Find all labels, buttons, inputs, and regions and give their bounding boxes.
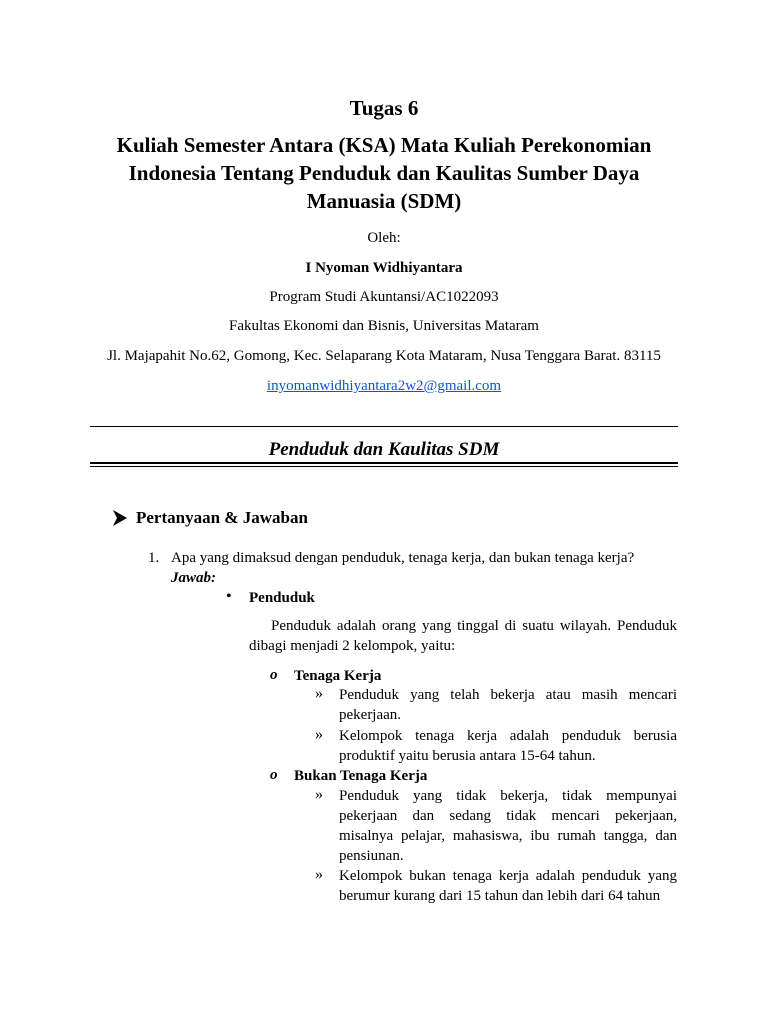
list-item: Penduduk yang telah bekerja atau masih mencari pekerjaan. [339, 687, 677, 723]
item-marker-icon: » [315, 726, 323, 743]
bullet-dot-icon: • [226, 588, 232, 605]
by-label: Oleh: [367, 230, 401, 246]
address: Jl. Majapahit No.62, Gomong, Kec. Selaparang Kota Mataram, Nusa Tenggara Barat. 83115 [107, 348, 661, 364]
divider-top [90, 426, 678, 427]
item-marker-icon: » [315, 685, 323, 702]
arrowhead-bullet-icon [110, 506, 132, 530]
topic-paragraph-text: Penduduk adalah orang yang tinggal di suatu wilayah. Penduduk dibagi menjadi 2 kelompok, yaitu: [249, 618, 677, 654]
sub-bullet-icon: o [270, 767, 278, 783]
list-item: Kelompok bukan tenaga kerja adalah penduduk yang berumur kurang dari 15 tahun dan lebih dari 64 tahun [339, 868, 677, 904]
item-marker-icon: » [315, 866, 323, 883]
divider-bottom-thin [90, 466, 678, 467]
document-title: Tugas 6 [349, 96, 419, 120]
list-item: Penduduk yang tidak bekerja, tidak mempunyai pekerjaan dan sedang tidak mencari pekerjaan, misalnya pelajar, mahasiswa, ibu rumah tangga, dan pensiunan. [339, 788, 677, 864]
question-text: Apa yang dimaksud dengan penduduk, tenaga kerja, dan bukan tenaga kerja? [171, 550, 635, 566]
section-title: Penduduk dan Kaulitas SDM [268, 439, 500, 460]
group-label-tenaga-kerja: Tenaga Kerja [294, 668, 382, 684]
item-marker-icon: » [315, 786, 323, 803]
topic-heading: Penduduk [249, 590, 315, 606]
faculty: Fakultas Ekonomi dan Bisnis, Universitas Mataram [229, 318, 539, 334]
sub-bullet-icon: o [270, 667, 278, 683]
study-program: Program Studi Akuntansi/AC1022093 [269, 289, 499, 305]
topic-paragraph [249, 616, 677, 656]
group-label-bukan-tenaga-kerja: Bukan Tenaga Kerja [294, 768, 428, 784]
email-link[interactable]: inyomanwidhiyantara2w2@gmail.com [266, 378, 502, 394]
section-heading: Pertanyaan & Jawaban [136, 508, 308, 527]
divider-bottom-thick [90, 462, 678, 464]
answer-label: Jawab: [171, 570, 216, 586]
list-item: Kelompok tenaga kerja adalah penduduk berusia produktif yaitu berusia antara 15-64 tahun. [339, 728, 677, 764]
author-name: I Nyoman Widhiyantara [305, 260, 463, 276]
question-number: 1. [148, 550, 160, 566]
document-subtitle: Kuliah Semester Antara (KSA) Mata Kuliah Perekonomian Indonesia Tentang Penduduk dan Kaulitas Sumber Daya Manuasia (SDM) [116, 133, 652, 213]
